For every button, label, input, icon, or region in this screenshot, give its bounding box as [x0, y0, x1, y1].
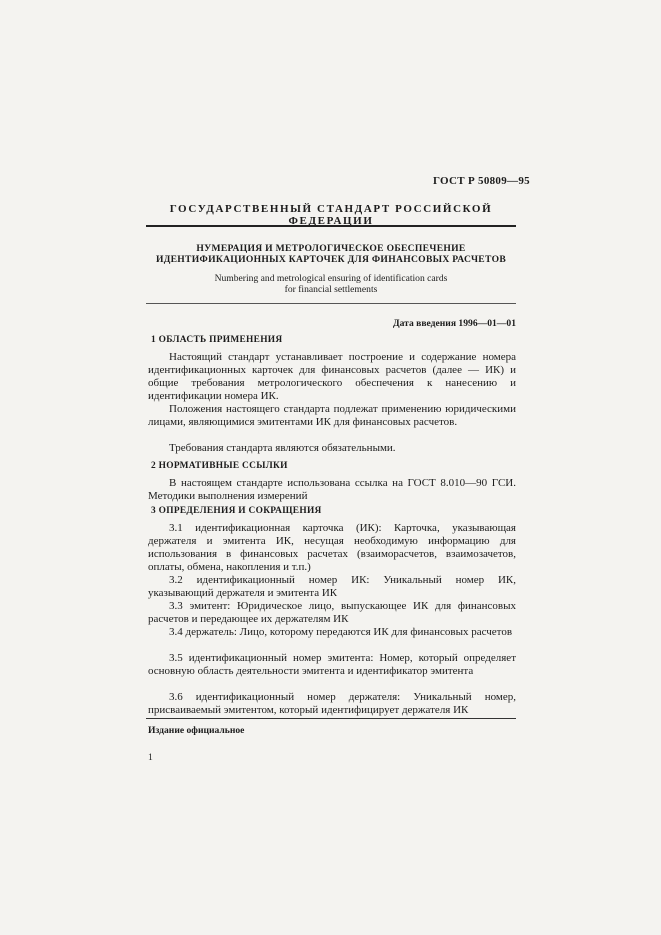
page-number: 1 [148, 752, 153, 763]
paragraph: 3.3 эмитент: Юридическое лицо, выпускающее ИК для финансовых расчетов и передающее их держателям ИК [148, 600, 516, 625]
section-heading: 1 ОБЛАСТЬ ПРИМЕНЕНИЯ [151, 335, 283, 345]
section-heading: 3 ОПРЕДЕЛЕНИЯ И СОКРАЩЕНИЯ [151, 506, 322, 516]
document-title-en [146, 273, 516, 295]
paragraph: 3.1 идентификационная карточка (ИК): Карточка, указывающая держателя и эмитента ИК, несущая необходимую информацию для использования в финансовых расчетах (взаиморасчетов, взаимозачетов, оплаты, обмена, накопления и т.п.) [148, 522, 516, 573]
paragraph: Положения настоящего стандарта подлежат применению юридическими лицами, являющимися эмитентами ИК для финансовых расчетов. [148, 403, 516, 428]
section-heading: 2 НОРМАТИВНЫЕ ССЫЛКИ [151, 461, 288, 471]
footer-divider [146, 718, 516, 719]
organization-title: ГОСУДАРСТВЕННЫЙ СТАНДАРТ РОССИЙСКОЙ ФЕДЕРАЦИИ [169, 203, 493, 227]
title-divider [146, 225, 516, 227]
title-ru-line: ИДЕНТИФИКАЦИОННЫХ КАРТОЧЕК ДЛЯ ФИНАНСОВЫХ РАСЧЕТОВ [155, 254, 507, 265]
paragraph: Настоящий стандарт устанавливает построение и содержание номера идентификационных карточек для финансовых расчетов (далее — ИК) и общие требования метрологического обеспечения к нанесению и идентификации номера ИК. [148, 351, 516, 402]
standard-code: ГОСТ Р 50809—95 [433, 175, 530, 187]
paragraph: 3.4 держатель: Лицо, которому передаются ИК для финансовых расчетов [169, 626, 513, 638]
document-title-ru [146, 243, 516, 265]
paragraph: 3.5 идентификационный номер эмитента: Номер, который определяет основную область деятельности эмитента и идентификатор эмитента [148, 652, 516, 677]
title-ru-line: НУМЕРАЦИЯ И МЕТРОЛОГИЧЕСКОЕ ОБЕСПЕЧЕНИЕ [196, 243, 466, 254]
title-en-line: Numbering and metrological ensuring of identification cards [214, 273, 448, 284]
title-en-line: for financial settlements [284, 284, 378, 295]
edition-label: Издание официальное [148, 725, 245, 736]
paragraph: Требования стандарта являются обязательными. [169, 442, 396, 454]
effective-date: Дата введения 1996—01—01 [393, 318, 516, 329]
paragraph: В настоящем стандарте использована ссылка на ГОСТ 8.010—90 ГСИ. Методики выполнения измерений [148, 477, 516, 502]
paragraph: 3.6 идентификационный номер держателя: Уникальный номер, присваиваемый эмитентом, который идентифицирует держателя ИК [148, 691, 516, 716]
paragraph: 3.2 идентификационный номер ИК: Уникальный номер ИК, указывающий держателя и эмитента ИК [148, 574, 516, 599]
header-divider [146, 303, 516, 304]
